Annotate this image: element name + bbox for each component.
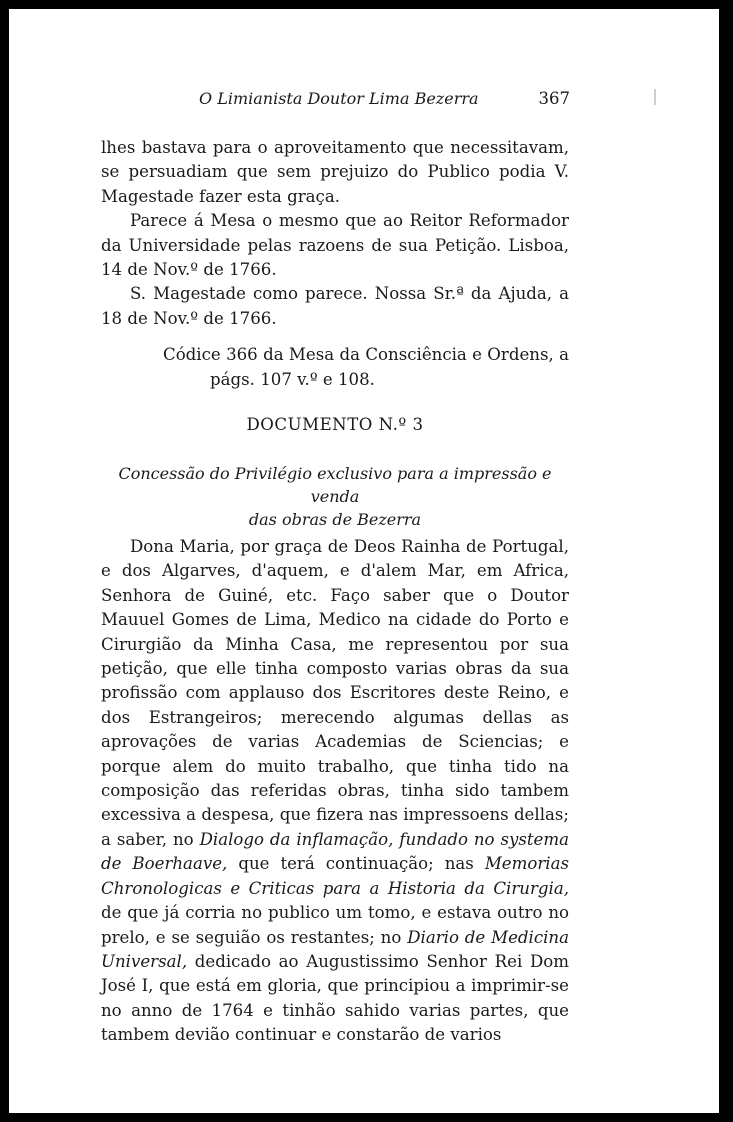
caption-line: das obras de Bezerra bbox=[248, 510, 422, 529]
document-page bbox=[9, 9, 719, 1113]
page-header bbox=[9, 89, 719, 113]
work-title: Memorias Chronologicas e Criticas para a Historia da Cirurgia, bbox=[101, 854, 569, 898]
document-caption bbox=[101, 462, 569, 531]
document-heading: DOCUMENTO N.º 3 bbox=[246, 415, 424, 434]
intro-paragraph: S. Magestade como parece. Nossa Sr.ª da Ajuda, a 18 de Nov.º de 1766. bbox=[101, 284, 569, 328]
work-title: Diario de Medicina Universal, bbox=[101, 927, 570, 971]
decree-text: que terá continuação; nas bbox=[227, 854, 485, 874]
decree-text: de que já corria no publico um tomo, e estava outro no prelo, e se seguião os restantes; no bbox=[101, 903, 569, 947]
intro-paragraph: lhes bastava para o aproveitamento que necessitavam, se persuadiam que sem prejuizo do Publico podia V. Magestade fazer esta graça. bbox=[101, 138, 569, 206]
decree-section bbox=[101, 535, 569, 1048]
running-title: O Limianista Doutor Lima Bezerra bbox=[199, 89, 479, 108]
intro-section bbox=[101, 136, 569, 392]
decree-text: Dona Maria, por graça de Deos Rainha de Portugal, e dos Algarves, d'aquem, e d'alem Mar, em Africa, Senhora de Guiné, etc. Faço saber que o Doutor Mauuel Gomes de Lima, Medico na cidade do Porto e Cirurgião da Minha Casa, me representou por sua petição, que elle tinha composto varias obras da sua profissão com applauso dos Escritores deste Reino, e dos Estrangeiros; merecendo algumas dellas as aprovações de varias Academias de Sciencias; e porque alem do muito trabalho, que tinha tido na composição das referidas obras, tinha sido tambem excessiva a despesa, que fizera nas impressoens dellas; a saber, no bbox=[101, 537, 569, 849]
work-title: Dialogo da inflamação, fundado no systema de Boerhaave, bbox=[101, 829, 569, 874]
decree-text: dedicado ao Augustissimo Senhor Rei Dom José I, que está em gloria, que principiou a imprimir-se no anno de 1764 e tinhão sahido varias partes, que tambem devião continuar e constarão de varios bbox=[101, 951, 569, 1045]
page-number: 367 bbox=[538, 89, 570, 108]
caption-line: Concessão do Privilégio exclusivo para a impressão e venda bbox=[118, 464, 552, 506]
scan-mark bbox=[654, 89, 656, 105]
source-note: Códice 366 da Mesa da Consciência e Ordens, a págs. 107 v.º e 108. bbox=[163, 345, 569, 389]
intro-paragraph: Parece á Mesa o mesmo que ao Reitor Reformador da Universidade pelas razoens de sua Petição. Lisboa, 14 de Nov.º de 1766. bbox=[101, 211, 569, 280]
decree-paragraph bbox=[101, 535, 569, 1048]
